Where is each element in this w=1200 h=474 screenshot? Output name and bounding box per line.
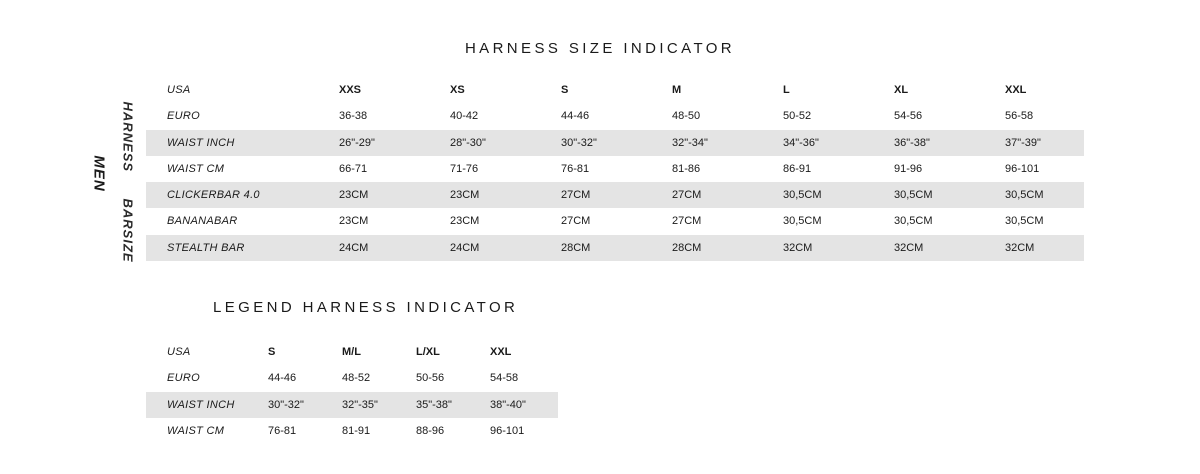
table-row [146,182,1084,208]
table-cell: 44-46 [561,110,590,123]
legend-title: LEGEND HARNESS INDICATOR [213,299,519,316]
row-label-cell: WAIST INCH [167,398,235,411]
row-label-cell: CLICKERBAR 4.0 [167,189,260,202]
size-header-cell: M/L [342,346,361,358]
table-cell: 23CM [450,215,480,228]
table-row [146,208,1084,234]
header-label-cell: USA [167,84,191,96]
table-cell: 37"-39" [1005,136,1041,149]
page-title: HARNESS SIZE INDICATOR [464,40,736,57]
table-cell: 38"-40" [490,398,526,411]
table-cell: 34"-36" [783,136,819,149]
table-header-row [146,77,1084,103]
header-label-cell: USA [167,346,191,358]
table-cell: 24CM [339,241,369,254]
row-label-cell: WAIST CM [167,424,225,437]
table-cell: 81-91 [342,424,371,437]
table-cell: 30"-32" [561,136,597,149]
row-label-cell: WAIST CM [167,162,225,175]
table-cell: 32CM [1005,241,1035,254]
table-cell: 71-76 [450,162,479,175]
table-cell: 28CM [561,241,591,254]
size-header-cell: XS [450,84,465,96]
table-cell: 44-46 [268,372,297,385]
size-header-cell: S [268,346,276,358]
table-header-row [146,339,558,365]
table-cell: 48-50 [672,110,701,123]
table-cell: 86-91 [783,162,812,175]
table-cell: 28CM [672,241,702,254]
row-label-cell: BANANABAR [167,215,238,228]
size-header-cell: S [561,84,569,96]
table-row [146,392,558,418]
table-cell: 76-81 [268,424,297,437]
table-row [146,365,558,391]
table-cell: 32CM [783,241,813,254]
table-row [146,235,1084,261]
table-cell: 36"-38" [894,136,930,149]
size-header-cell: L [783,84,790,96]
table-cell: 36-38 [339,110,368,123]
size-header-cell: XXL [490,346,512,358]
table-cell: 48-52 [342,372,371,385]
table-cell: 32"-35" [342,398,378,411]
table-cell: 56-58 [1005,110,1034,123]
table-cell: 91-96 [894,162,923,175]
table-cell: 30,5CM [894,215,933,228]
size-header-cell: XXS [339,84,362,96]
table-cell: 32"-34" [672,136,708,149]
table-cell: 54-56 [894,110,923,123]
row-label-cell: STEALTH BAR [167,241,245,254]
table-cell: 50-56 [416,372,445,385]
table-row [146,103,1084,129]
harness-group-label: HARNESS [120,101,136,173]
table-cell: 30,5CM [1005,189,1044,202]
table-cell: 24CM [450,241,480,254]
table-cell: 23CM [339,215,369,228]
size-header-cell: L/XL [416,346,440,358]
table-cell: 23CM [339,189,369,202]
table-cell: 23CM [450,189,480,202]
row-label-cell: EURO [167,372,200,385]
table-cell: 30"-32" [268,398,304,411]
table-cell: 40-42 [450,110,479,123]
table-cell: 27CM [672,215,702,228]
table-cell: 35"-38" [416,398,452,411]
table-cell: 66-71 [339,162,368,175]
size-header-cell: M [672,84,682,96]
table-cell: 50-52 [783,110,812,123]
row-label-cell: WAIST INCH [167,136,235,149]
table-cell: 32CM [894,241,924,254]
legend-size-table [146,339,558,444]
table-cell: 88-96 [416,424,445,437]
table-cell: 96-101 [1005,162,1040,175]
table-cell: 96-101 [490,424,525,437]
table-row [146,156,1084,182]
table-row [146,418,558,444]
table-cell: 27CM [561,215,591,228]
table-cell: 76-81 [561,162,590,175]
row-label-cell: EURO [167,110,200,123]
size-header-cell: XL [894,84,909,96]
table-cell: 27CM [672,189,702,202]
barsize-group-label: BARSIZE [120,198,136,263]
table-cell: 30,5CM [783,189,822,202]
table-cell: 81-86 [672,162,701,175]
table-cell: 30,5CM [1005,215,1044,228]
table-cell: 30,5CM [894,189,933,202]
table-row [146,130,1084,156]
harness-size-table [146,77,1084,261]
table-cell: 28"-30" [450,136,486,149]
men-section-label: MEN [90,155,108,192]
table-cell: 27CM [561,189,591,202]
size-header-cell: XXL [1005,84,1027,96]
table-cell: 54-58 [490,372,519,385]
table-cell: 30,5CM [783,215,822,228]
table-cell: 26"-29" [339,136,375,149]
